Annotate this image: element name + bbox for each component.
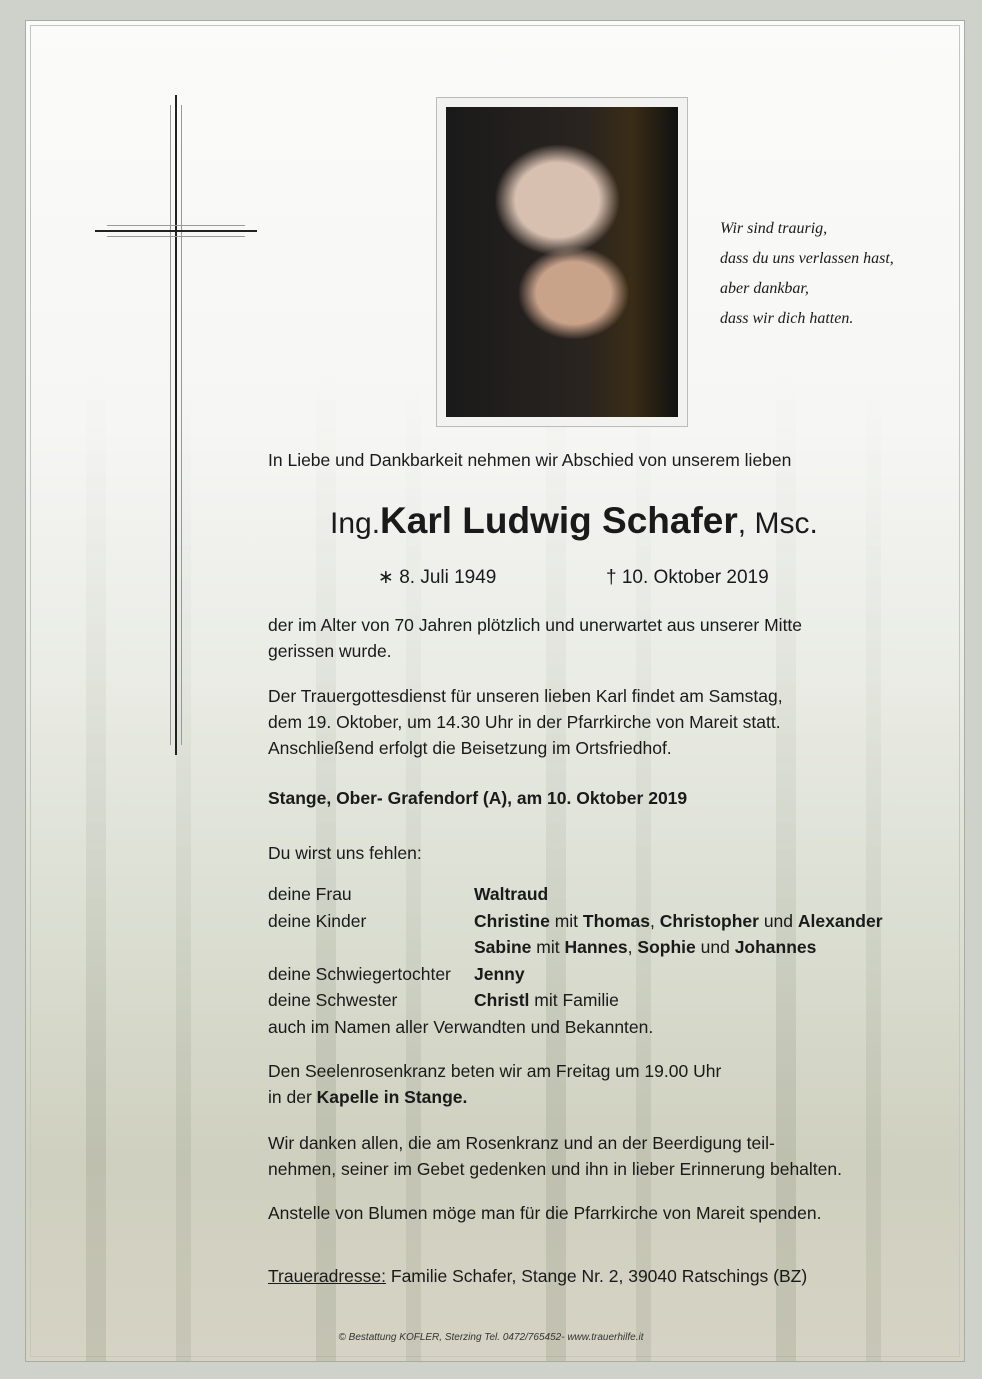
family-name-part: Hannes	[564, 937, 628, 957]
flowers-text: Anstelle von Blumen möge man für die Pfarrkirche von Mareit spenden.	[268, 1203, 822, 1223]
family-name-part: mit	[549, 910, 583, 931]
family-name-part: Christl	[474, 990, 530, 1010]
family-name-part: Alexander	[797, 910, 883, 931]
relatives-text: auch im Namen aller Verwandten und Bekannten.	[268, 1017, 654, 1037]
family-name-part: Waltraud	[474, 884, 549, 904]
family-names	[474, 961, 525, 987]
family-name-part: Christine	[474, 910, 550, 931]
family-name-part: und	[758, 910, 798, 931]
family-names	[474, 987, 619, 1013]
family-name-part: mit	[531, 937, 565, 957]
family-name-part: und	[695, 937, 735, 957]
family-name-part: Johannes	[734, 937, 817, 957]
address-value: Familie Schafer, Stange Nr. 2, 39040 Ratschings (BZ)	[386, 1266, 808, 1286]
rosary-text: Den Seelenrosenkranz beten wir am Freitag um 19.00 Uhr in der Kapelle in Stange.	[268, 1061, 722, 1107]
name-prefix: Ing.	[330, 507, 381, 540]
age-text: der im Alter von 70 Jahren plötzlich und unerwartet aus unserer Mitte gerissen wurde.	[268, 615, 803, 661]
birth-date: ∗ 8. Juli 1949	[378, 567, 497, 588]
family-role: deine Frau	[268, 884, 352, 904]
intro-text: In Liebe und Dankbarkeit nehmen wir Abschied von unserem lieben	[268, 450, 792, 470]
address	[268, 1263, 807, 1289]
family-name-part: ,	[627, 937, 638, 957]
portrait-photo	[436, 97, 688, 427]
poem-line: dass wir dich hatten.	[720, 310, 854, 327]
footer-credit: © Bestattung KOFLER, Sterzing Tel. 0472/765452- www.trauerhilfe.it	[338, 1332, 644, 1343]
thanks-text: Wir danken allen, die am Rosenkranz und an der Beerdigung teil- nehmen, seiner im Gebet gedenken und ihn in lieber Erinnerung behalten.	[268, 1133, 842, 1179]
family-name-part: Sabine	[474, 937, 532, 957]
address-label: Traueradresse:	[268, 1266, 387, 1286]
poem-line: aber dankbar,	[720, 280, 809, 297]
family-name-part: Christopher	[659, 910, 759, 931]
poem-line: Wir sind traurig,	[720, 220, 828, 237]
family-name-part: Thomas	[582, 910, 651, 931]
family-names	[474, 908, 883, 934]
family-name-part: Jenny	[474, 963, 525, 984]
family-role: deine Schwester	[268, 990, 398, 1010]
family-names	[474, 934, 816, 960]
family-name-part: mit Familie	[529, 990, 619, 1010]
family-role: deine Schwiegertochter	[268, 963, 451, 984]
name-main: Karl Ludwig Schafer	[380, 500, 738, 541]
family-name-part: ,	[650, 910, 660, 931]
death-date: † 10. Oktober 2019	[606, 567, 769, 588]
service-text: Der Trauergottesdienst für unseren lieben Karl findet am Samstag, dem 19. Oktober, um 14.30 Uhr in der Pfarrkirche von Mareit statt. Anschließend erfolgt die Beisetzung im Ortsfriedhof.	[268, 686, 783, 758]
family-role: deine Kinder	[268, 910, 367, 931]
family-name-part: Sophie	[637, 937, 696, 957]
missing-text: Du wirst uns fehlen:	[268, 843, 422, 863]
family-names	[474, 881, 548, 907]
deceased-name	[330, 500, 818, 542]
poem	[720, 214, 894, 334]
place-date: Stange, Ober- Grafendorf (A), am 10. Oktober 2019	[268, 788, 688, 808]
name-suffix: , Msc.	[737, 507, 818, 540]
poem-line: dass du uns verlassen hast,	[720, 250, 894, 267]
